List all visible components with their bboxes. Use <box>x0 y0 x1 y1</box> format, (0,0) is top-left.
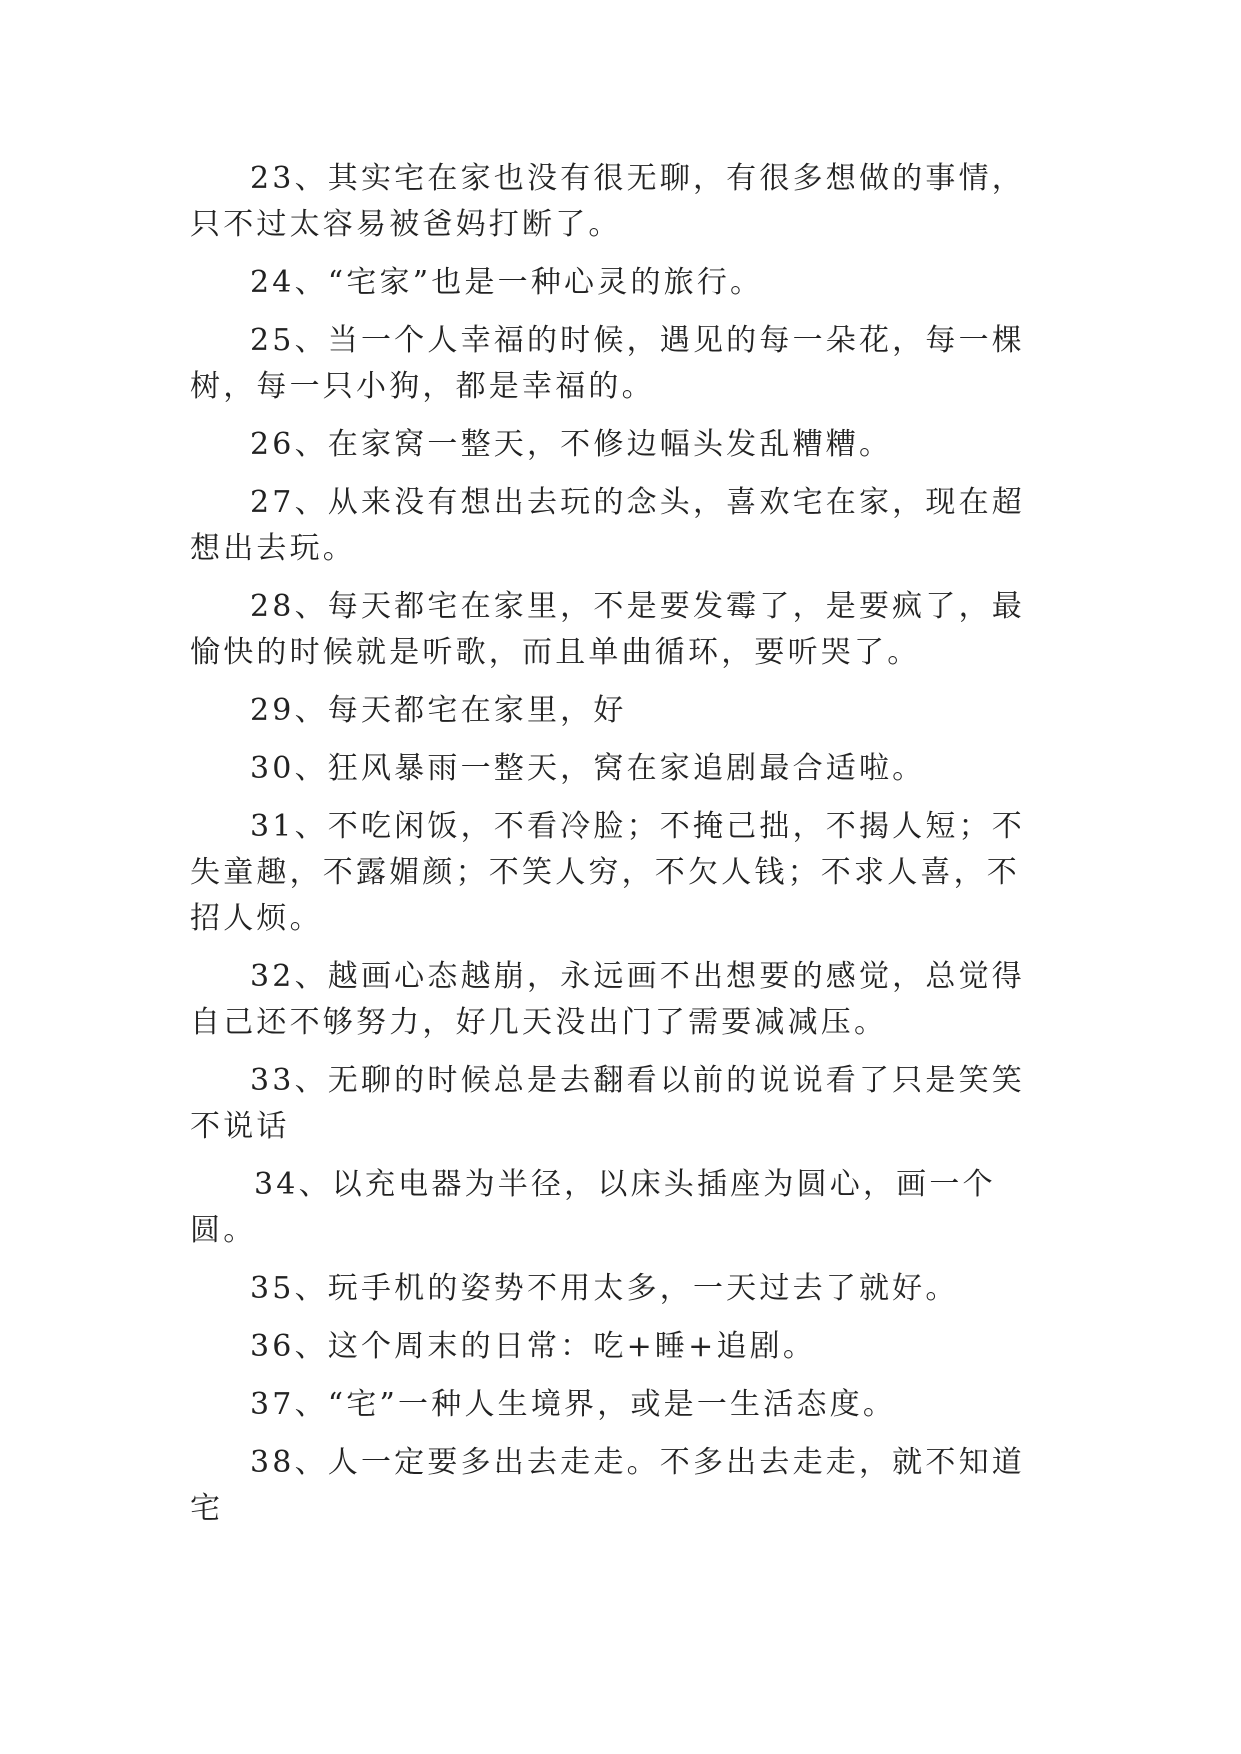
paragraph-29: 29、每天都宅在家里，好 <box>250 693 627 728</box>
paragraph-38: 38、人一定要多出去走走。不多出去走走，就不知道宅 <box>190 1445 1025 1526</box>
paragraph-28: 28、每天都宅在家里，不是要发霉了，是要疯了，最愉快的时候就是听歌，而且单曲循环，要听哭了。 <box>190 589 1025 670</box>
paragraph-23: 23、其实宅在家也没有很无聊，有很多想做的事情，只不过太容易被爸妈打断了。 <box>190 161 1025 242</box>
paragraph-35: 35、玩手机的姿势不用太多，一天过去了就好。 <box>250 1271 959 1306</box>
paragraph-27: 27、从来没有想出去玩的念头，喜欢宅在家，现在超想出去玩。 <box>190 485 1025 566</box>
paragraph-24: 24、“宅家”也是一种心灵的旅行。 <box>250 265 764 300</box>
paragraph-26: 26、在家窝一整天，不修边幅头发乱糟糟。 <box>250 427 893 462</box>
document-body <box>190 156 1050 1544</box>
paragraph-36: 36、这个周末的日常：吃+睡+追剧。 <box>250 1329 817 1364</box>
paragraph-37: 37、“宅”一种人生境界，或是一生活态度。 <box>250 1387 897 1422</box>
paragraph-34: 34、以充电器为半径，以床头插座为圆心，画一个圆。 <box>190 1167 996 1248</box>
paragraph-33: 33、无聊的时候总是去翻看以前的说说看了只是笑笑不说话 <box>190 1063 1025 1144</box>
paragraph-30: 30、狂风暴雨一整天，窝在家追剧最合适啦。 <box>250 751 926 786</box>
paragraph-25: 25、当一个人幸福的时候，遇见的每一朵花，每一棵树，每一只小狗，都是幸福的。 <box>190 323 1025 404</box>
paragraph-31: 31、不吃闲饭，不看冷脸；不掩己拙，不揭人短；不失童趣，不露媚颜；不笑人穷，不欠人钱；不求人喜，不招人烦。 <box>190 809 1025 936</box>
paragraph-32: 32、越画心态越崩，永远画不出想要的感觉，总觉得自己还不够努力，好几天没出门了需要减减压。 <box>190 959 1025 1040</box>
